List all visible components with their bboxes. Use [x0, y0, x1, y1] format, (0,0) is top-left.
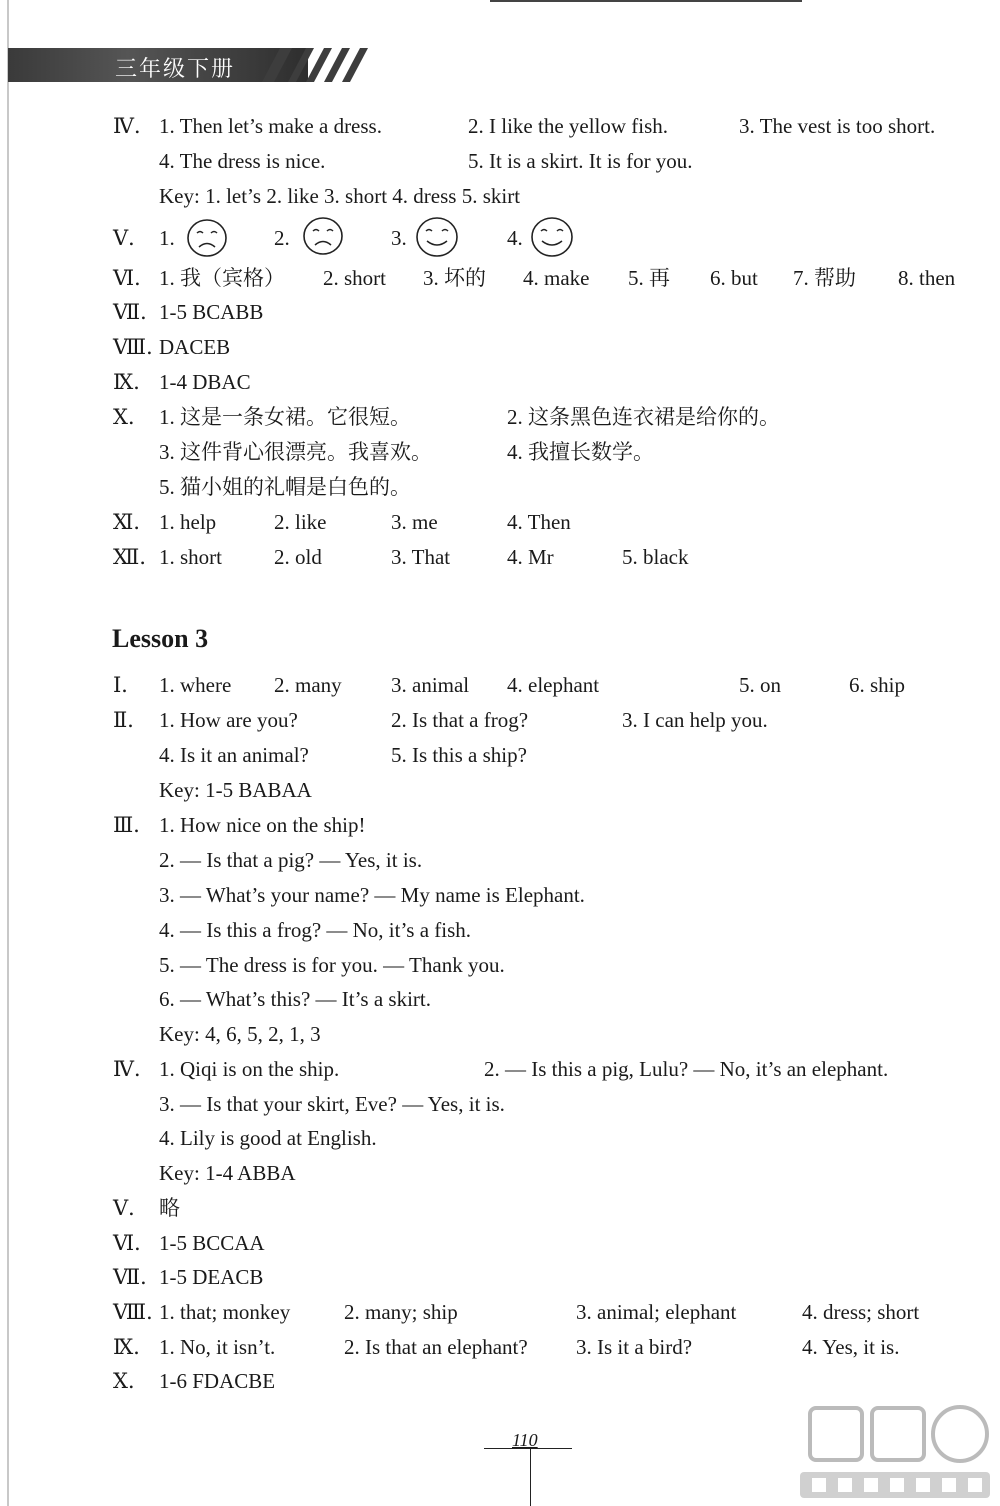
answer: 1-4 DBAC	[159, 370, 251, 394]
section-number: Ⅱ．	[113, 708, 149, 732]
answer: 1. Then let’s make a dress.	[159, 114, 382, 138]
answer: 2. old	[274, 545, 322, 569]
section-number: Ⅰ．	[113, 673, 143, 697]
answer: 3. 这件背心很漂亮。我喜欢。	[159, 440, 432, 464]
answer: 2. — Is this a pig, Lulu? — No, it’s an elephant.	[484, 1057, 889, 1081]
answer: 略	[159, 1196, 180, 1220]
answer: 2. like	[274, 510, 327, 534]
answer: DACEB	[159, 335, 231, 359]
section-number: Ⅶ．	[113, 1265, 162, 1289]
section-number: Ⅴ．	[113, 1196, 150, 1220]
section-number: Ⅸ．	[113, 1335, 155, 1359]
answer: 2. Is that an elephant?	[344, 1335, 528, 1359]
answer-key: Key: 1. let’s 2. like 3. short 4. dress 5. skirt	[159, 184, 521, 208]
answer: 1. 我（宾格）	[159, 266, 285, 290]
answer: 4. elephant	[507, 673, 600, 697]
item-label: 4.	[507, 226, 523, 250]
answer: 1. short	[159, 545, 222, 569]
answer: 5. — The dress is for you. — Thank you.	[159, 953, 505, 977]
section-number: Ⅺ．	[113, 510, 155, 534]
answer: 1-5 DEACB	[159, 1265, 264, 1289]
page-header-title: 三年级下册	[115, 57, 236, 82]
section-number: Ⅷ．	[113, 1300, 168, 1324]
section-number: Ⅳ．	[113, 1057, 155, 1081]
section-number: Ⅵ．	[113, 1231, 156, 1255]
section-number: Ⅻ．	[113, 545, 161, 569]
answer: 4. make	[523, 266, 590, 290]
answer: 1. Qiqi is on the ship.	[159, 1057, 340, 1081]
answer: 3. animal	[391, 673, 470, 697]
answer: 2. Is that a frog?	[391, 708, 529, 732]
section-number: Ⅸ．	[113, 370, 155, 394]
section-number: Ⅶ．	[113, 300, 162, 324]
answer: 2. — Is that a pig? — Yes, it is.	[159, 848, 423, 872]
answer-key: Key: 4, 6, 5, 2, 1, 3	[159, 1022, 321, 1046]
answer: 3. animal; elephant	[576, 1300, 737, 1324]
answer: 3. I can help you.	[622, 708, 768, 732]
answer: 5. on	[739, 673, 781, 697]
answer: 1. How are you?	[159, 708, 298, 732]
answer: 1-6 FDACBE	[159, 1369, 276, 1393]
answer: 1. How nice on the ship!	[159, 813, 366, 837]
answer: 4. 我擅长数学。	[507, 440, 654, 464]
answer: 8. then	[898, 266, 956, 290]
lesson-heading: Lesson 3	[112, 624, 209, 653]
answer: 3. me	[391, 510, 438, 534]
answer: 6. but	[710, 266, 758, 290]
item-label: 1.	[159, 226, 175, 250]
answer: 4. Then	[507, 510, 571, 534]
answer: 3. Is it a bird?	[576, 1335, 693, 1359]
answer: 1. that; monkey	[159, 1300, 291, 1324]
answer: 1. 这是一条女裙。它很短。	[159, 405, 411, 429]
smiley-face-icon	[415, 216, 459, 258]
item-label: 2.	[274, 226, 290, 250]
answer: 5. 猫小姐的礼帽是白色的。	[159, 475, 411, 499]
answer-key: Key: 1-4 ABBA	[159, 1161, 296, 1185]
item-label: 3.	[391, 226, 407, 250]
section-number: Ⅷ．	[113, 335, 168, 359]
answer-key: Key: 1-5 BABAA	[159, 778, 312, 802]
header-stripes	[262, 48, 382, 82]
answer: 5. Is this a ship?	[391, 743, 527, 767]
section-number: Ⅳ．	[113, 114, 155, 138]
answer: 4. dress; short	[802, 1300, 920, 1324]
answer: 3. — What’s your name? — My name is Elephant.	[159, 883, 585, 907]
answer: 3. That	[391, 545, 451, 569]
answer: 3. — Is that your skirt, Eve? — Yes, it is.	[159, 1092, 505, 1116]
answer: 2. I like the yellow fish.	[468, 114, 669, 138]
answer: 3. The vest is too short.	[739, 114, 936, 138]
sad-face-icon	[302, 216, 344, 256]
section-number: Ⅵ．	[113, 266, 156, 290]
answer: 1-5 BCCAA	[159, 1231, 265, 1255]
answer: 4. The dress is nice.	[159, 149, 326, 173]
answer: 4. Yes, it is.	[802, 1335, 900, 1359]
answer: 2. many	[274, 673, 342, 697]
page-number-rule	[530, 1448, 531, 1506]
answer: 4. Lily is good at English.	[159, 1126, 377, 1150]
page-number: 110	[512, 1430, 538, 1450]
answer: 2. 这条黑色连衣裙是给你的。	[507, 405, 780, 429]
top-rule	[490, 0, 802, 2]
section-number: Ⅹ．	[113, 405, 149, 429]
answer: 2. short	[323, 266, 386, 290]
section-number: Ⅹ．	[113, 1369, 149, 1393]
page-edge	[7, 0, 9, 1506]
watermark-logo	[790, 1400, 1000, 1506]
answer: 1. No, it isn’t.	[159, 1335, 276, 1359]
answer: 6. — What’s this? — It’s a skirt.	[159, 987, 432, 1011]
answer: 4. — Is this a frog? — No, it’s a fish.	[159, 918, 472, 942]
answer: 3. 坏的	[423, 266, 486, 290]
sad-face-icon	[186, 218, 228, 258]
answer: 4. Is it an animal?	[159, 743, 309, 767]
answer: 5. It is a skirt. It is for you.	[468, 149, 693, 173]
answer: 1. help	[159, 510, 217, 534]
answer: 1-5 BCABB	[159, 300, 264, 324]
answer: 6. ship	[849, 673, 906, 697]
section-number: Ⅴ．	[113, 226, 150, 250]
answer: 5. 再	[628, 266, 670, 290]
answer: 4. Mr	[507, 545, 554, 569]
answer: 5. black	[622, 545, 689, 569]
answer: 2. many; ship	[344, 1300, 458, 1324]
answer: 7. 帮助	[793, 266, 856, 290]
smiley-face-icon	[530, 216, 574, 258]
answer: 1. where	[159, 673, 232, 697]
section-number: Ⅲ．	[113, 813, 155, 837]
